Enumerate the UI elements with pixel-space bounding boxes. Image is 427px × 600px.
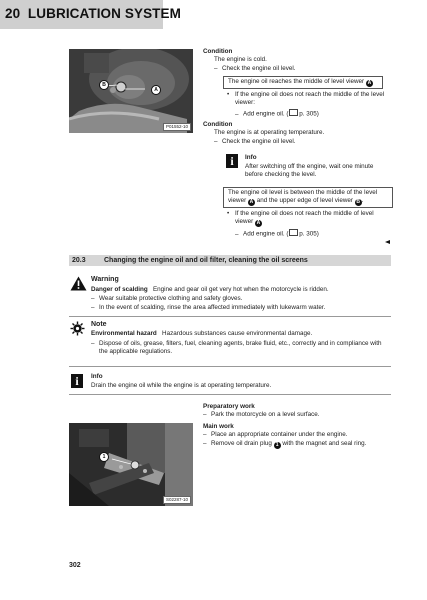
drain-plug-label: 1 — [99, 452, 109, 462]
warning-item-2-text: In the event of scalding, rinse the area affected immediately with lukewarm water. — [99, 304, 326, 311]
main-work-label: Main work — [203, 423, 234, 430]
warning-item-1: – Wear suitable protective clothing and safety gloves. — [91, 295, 243, 302]
divider — [69, 394, 391, 395]
info-label: Info — [245, 154, 257, 161]
oil-low-bullet-2: • If the engine oil does not reach the middle of level viewer A — [227, 210, 374, 227]
note-item-line-1: Dispose of oils, grease, filters, fuel, cleaning agents, brake fluid, etc., correctly and in compliance with — [99, 340, 382, 347]
prep-step-text: Park the motorcycle on a level surface. — [211, 411, 320, 418]
check-step-2: – Check the engine oil level. — [214, 138, 296, 145]
viewer-b-label: B — [99, 80, 109, 90]
note-item: – Dispose of oils, grease, filters, fuel, cleaning agents, brake fluid, etc., correctly and in compliance with the applicable regulations. — [91, 340, 382, 356]
main-step-2-pre: Remove oil drain plug — [211, 440, 272, 447]
engine-photo-graphic — [69, 49, 193, 133]
oil-drain-plug-photo — [69, 423, 193, 506]
danger-label: Danger of scalding — [91, 286, 148, 293]
criterion2-line-2b: and the upper edge of level viewer — [256, 197, 353, 205]
main-step-1-text: Place an appropriate container under the engine. — [211, 431, 348, 438]
divider — [69, 316, 391, 317]
note-label: Note — [91, 321, 107, 328]
add-oil-page-link-2[interactable]: p. 305) — [299, 230, 319, 238]
criterion2-line-2a: viewer — [228, 197, 247, 205]
condition-label-2: Condition — [203, 121, 233, 128]
add-oil-step: – Add engine oil. ( p. 305) — [235, 110, 319, 118]
add-oil-page-link[interactable]: p. 305) — [299, 110, 319, 118]
drain-photo-graphic — [69, 423, 193, 506]
warning-item-1-text: Wear suitable protective clothing and safety gloves. — [99, 295, 243, 302]
book-icon — [289, 229, 298, 236]
viewer-a-marker-3: A — [256, 220, 261, 227]
oil-low-bullet: • If the engine oil does not reach the middle of the level viewer: — [227, 91, 385, 107]
bullet2-line-1: If the engine oil does not reach the middle of level — [235, 210, 374, 217]
check-step-2-text: Check the engine oil level. — [222, 138, 296, 145]
engine-oil-viewer-photo — [69, 49, 193, 133]
chapter-header — [5, 6, 181, 21]
warning-item-2: – In the event of scalding, rinse the area affected immediately with lukewarm water. — [91, 304, 326, 311]
bullet2-line-2: viewer — [235, 218, 254, 226]
chapter-number: 20 — [5, 6, 21, 21]
env-line — [91, 330, 312, 338]
criterion2-line-2c: . — [361, 197, 364, 205]
info2-label: Info — [91, 373, 103, 380]
add-oil-text-2: Add engine oil. ( — [243, 230, 289, 238]
oil-level-criterion-box — [223, 76, 383, 89]
condition-text-2: The engine is at operating temperature. — [214, 129, 325, 136]
section-number: 20.3 — [72, 256, 86, 264]
viewer-a-marker: A — [367, 80, 372, 86]
info-icon: i — [71, 374, 83, 388]
viewer-a-marker-2: A — [249, 199, 254, 206]
check-step-text: Check the engine oil level. — [222, 65, 296, 72]
section-title: Changing the engine oil and oil filter, cleaning the oil screens — [104, 256, 308, 264]
drain-plug-marker: 1 — [274, 442, 281, 449]
divider — [69, 366, 391, 367]
add-oil-step-2: – Add engine oil. ( p. 305) — [235, 230, 319, 238]
page-number: 302 — [69, 562, 81, 569]
end-arrow-icon — [385, 240, 390, 244]
environment-icon — [70, 321, 85, 336]
info2-text: Drain the engine oil while the engine is at operating temperature. — [91, 382, 272, 389]
bullet-line-1: If the engine oil does not reach the middle of the level — [235, 91, 385, 98]
main-step-2: – Remove oil drain plug 1 with the magnet and seal ring. — [203, 440, 367, 448]
info-line-1: After switching off the engine, wait one minute — [245, 163, 374, 170]
bullet-line-2: viewer: — [235, 99, 255, 107]
env-label: Environmental hazard — [91, 330, 157, 337]
prep-label: Preparatory work — [203, 403, 255, 410]
main-step-2-post: with the magnet and seal ring. — [282, 440, 367, 447]
warning-label: Warning — [91, 276, 119, 283]
danger-line — [91, 286, 329, 294]
main-step-1: – Place an appropriate container under the engine. — [203, 431, 348, 438]
check-step: – Check the engine oil level. — [214, 65, 296, 72]
info-icon: i — [226, 154, 238, 168]
add-oil-text: Add engine oil. ( — [243, 110, 289, 118]
condition-label: Condition — [203, 48, 233, 55]
criterion-text: The engine oil reaches the middle of level viewer — [228, 78, 365, 85]
info-text — [245, 163, 395, 180]
warning-triangle-icon — [70, 276, 87, 291]
photo-id: S02287-10 — [163, 496, 191, 504]
photo-id: P01552-10 — [163, 123, 191, 131]
note-item-line-2: the applicable regulations. — [99, 348, 173, 356]
criterion2-line-1: The engine oil level is between the middle of the level — [228, 189, 378, 196]
env-text: Hazardous substances cause environmental damage. — [162, 330, 313, 337]
danger-text: Engine and gear oil get very hot when the motorcycle is ridden. — [152, 286, 329, 293]
book-icon — [289, 109, 298, 116]
condition-text: The engine is cold. — [214, 56, 267, 63]
chapter-title: LUBRICATION SYSTEM — [27, 6, 181, 21]
oil-level-criterion-box-2 — [223, 187, 393, 208]
prep-step: – Park the motorcycle on a level surface. — [203, 411, 320, 418]
viewer-b-marker: B — [356, 199, 361, 206]
viewer-a-label: A — [151, 85, 161, 95]
info-line-2: before checking the level. — [245, 171, 317, 179]
